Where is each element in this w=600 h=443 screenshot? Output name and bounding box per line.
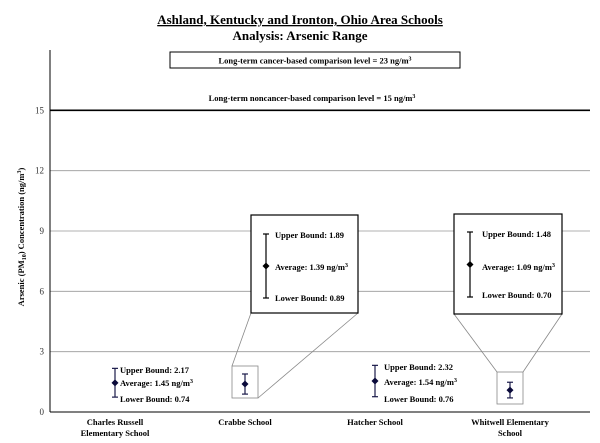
y-tick-label: 0 [39, 407, 44, 417]
crabbe-average-label: Average: 1.39 $ng/m^3$ [275, 262, 348, 272]
whitwell-upper-label: Upper Bound: 1.48 [482, 229, 552, 239]
whitwell-average-label: Average: 1.09 $ng/m^3$ [482, 262, 555, 272]
cancer-comparison-label: Long-term cancer-based comparison level = 23 $ng/m^3$ [218, 55, 412, 66]
y-tick-label: 6 [39, 286, 44, 297]
y-tick-label: 3 [39, 346, 44, 357]
annotation-charles-russell [120, 365, 193, 404]
chart-title: Ashland, Kentucky and Ironton, Ohio Area Schools [157, 12, 443, 27]
x-tick-label: Crabbe School [218, 417, 272, 427]
annotation-hatcher [384, 362, 457, 404]
average-marker [507, 387, 514, 394]
y-tick-label: 9 [39, 226, 44, 236]
charles-upper-label: Upper Bound: 2.17 [120, 365, 190, 375]
chart-subtitle: Analysis: Arsenic Range [232, 28, 368, 43]
crabbe-lower-label: Lower Bound: 0.89 [275, 293, 345, 303]
average-marker [112, 379, 119, 386]
x-tick-labels [81, 417, 550, 438]
hatcher-lower-label: Lower Bound: 0.76 [384, 394, 454, 404]
charles-lower-label: Lower Bound: 0.74 [120, 394, 190, 404]
hatcher-upper-label: Upper Bound: 2.32 [384, 362, 454, 372]
average-marker [242, 381, 249, 388]
crabbe-zoom-connector-left [232, 313, 251, 366]
average-marker [372, 378, 379, 385]
y-tick-label: 12 [35, 165, 44, 176]
y-tick-labels [35, 105, 45, 417]
y-axis-label: Arsenic $(PM_{10})$ Concentration $(ng/m^3)$ [16, 167, 28, 307]
crabbe-upper-label: Upper Bound: 1.89 [275, 230, 345, 240]
x-tick-label: Hatcher School [347, 417, 403, 427]
whitwell-lower-label: Lower Bound: 0.70 [482, 290, 552, 300]
crabbe-zoom-connector-right [258, 313, 358, 398]
whitwell-zoom-connector-left [454, 314, 497, 372]
charles-average-label: Average: 1.45 $ng/m^3$ [120, 378, 193, 388]
whitwell-zoom-connector-right [523, 314, 562, 372]
hatcher-average-label: Average: 1.54 $ng/m^3$ [384, 377, 457, 387]
y-tick-label: 15 [35, 105, 44, 116]
x-tick-label: Whitwell Elementary School [471, 417, 549, 438]
x-tick-label: Charles Russell Elementary School [80, 417, 150, 438]
crabbe-zoom [232, 215, 358, 398]
noncancer-comparison-label: Long-term noncancer-based comparison level = 15 $ng/m^3$ [208, 93, 416, 103]
